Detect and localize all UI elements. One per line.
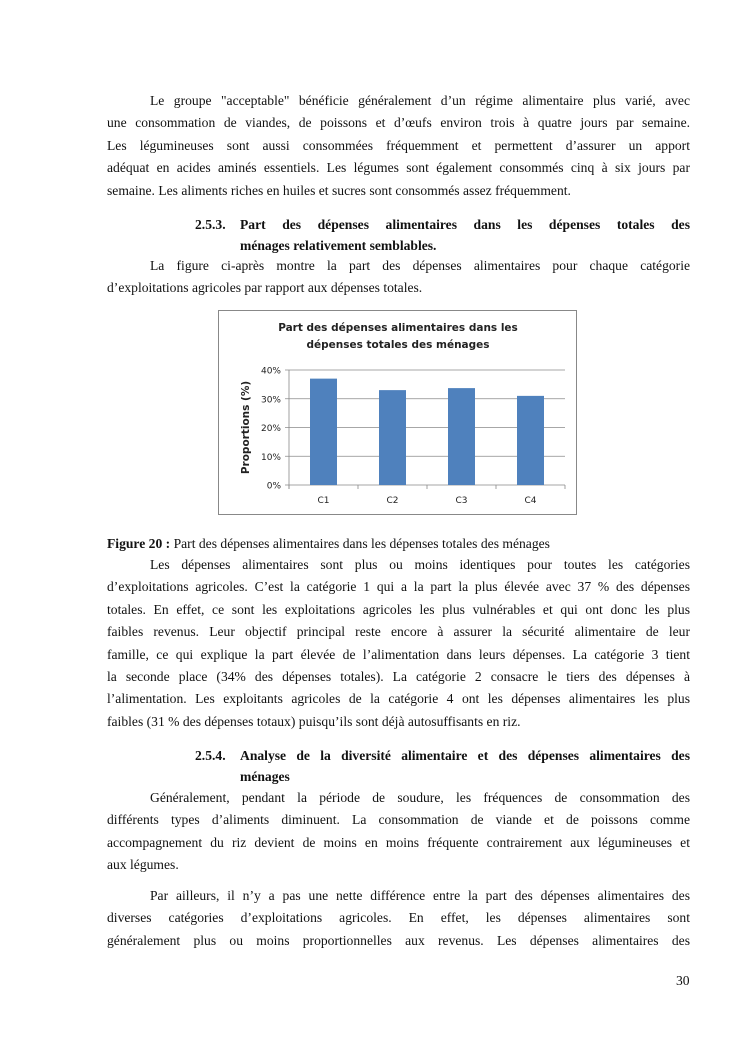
text-line: faibles revenus. Leur objectif principal reste encore à assurer la sécurité alimentaire de leur <box>107 624 690 640</box>
text-line: Par ailleurs, il n’y a pas une nette différence entre la part des dépenses alimentaires des <box>150 888 690 903</box>
text-line: l’alimentation. Les exploitants agricoles de la catégorie 4 ont les dépenses alimentaires les plus <box>107 691 690 707</box>
figure-label: Figure 20 : <box>107 536 171 551</box>
paragraph-2 <box>107 255 690 300</box>
text-line: totales. En effet, ce sont les exploitations agricoles les plus vulnérables et qui ont donc les plus <box>107 601 690 617</box>
y-tick-label: 20% <box>260 424 281 434</box>
figure-caption <box>107 534 550 554</box>
bar-c1 <box>310 379 337 485</box>
text-line: une consommation de viandes, de poissons et d’œufs environ trois à quatre jours par semaine. <box>107 115 690 131</box>
section-number: 2.5.3. <box>195 217 226 232</box>
text-line: ménages relativement semblables. <box>240 238 437 253</box>
chart-svg <box>219 311 578 516</box>
bar-c2 <box>379 390 406 485</box>
text-line: Les dépenses alimentaires sont plus ou moins identiques pour toutes les catégories <box>150 557 690 572</box>
text-line: faibles (31 % des dépenses totaux) puisqu’ils sont déjà autosuffisants en riz. <box>107 713 521 729</box>
section-number: 2.5.4. <box>195 748 226 763</box>
text-line: Le groupe "acceptable" bénéficie généralement d’un régime alimentaire plus varié, avec <box>150 93 690 108</box>
text-line: d’exploitations agricoles par rapport aux dépenses totales. <box>107 280 423 296</box>
x-tick-label: C1 <box>317 496 330 506</box>
text-line: généralement plus ou moins proportionnelles aux revenus. Les dépenses alimentaires des <box>107 932 690 948</box>
chart-title: Part des dépenses alimentaires dans les <box>278 322 518 334</box>
text-line: ménages <box>240 769 290 784</box>
x-tick-label: C3 <box>455 496 468 506</box>
text-line: adéquat en acides aminés essentiels. Les légumes sont également consommés cinq à six jours par <box>107 160 690 176</box>
text-line: accompagnement du riz devient de moins en moins fréquente contrairement aux légumineuses et <box>107 834 690 850</box>
y-tick-label: 40% <box>260 366 281 377</box>
bar-c3 <box>448 388 475 485</box>
paragraph-3 <box>107 554 690 733</box>
text-line: la seconde place (34% des dépenses totales). La catégorie 2 consacre le tiers des dépenses à <box>107 668 690 684</box>
text-line: d’exploitations agricoles. C’est la catégorie 1 qui a la part la plus élevée avec 37 % des dépenses <box>107 579 690 595</box>
y-tick-label: 10% <box>260 452 281 463</box>
x-tick-label: C2 <box>386 496 399 506</box>
text-line: Généralement, pendant la période de soudure, les fréquences de consommation des <box>150 790 690 805</box>
y-tick-label: 30% <box>260 395 281 406</box>
text-line: Analyse de la diversité alimentaire et des dépenses alimentaires des <box>240 748 690 763</box>
bar-c4 <box>517 396 544 485</box>
y-tick-label: 0% <box>266 481 281 492</box>
text-line: diverses catégories d’exploitations agricoles. En effet, les dépenses alimentaires sont <box>107 910 690 926</box>
y-axis-label: Proportions (%) <box>240 380 252 475</box>
text-line: semaine. Les aliments riches en huiles et sucres sont consommés assez fréquemment. <box>107 182 571 198</box>
paragraph-5 <box>107 885 690 952</box>
figure-caption-text: Part des dépenses alimentaires dans les dépenses totales des ménages <box>170 536 550 551</box>
chart-title: dépenses totales des ménages <box>306 339 490 351</box>
bar-chart <box>218 310 577 515</box>
x-tick-label: C4 <box>524 496 537 506</box>
text-line: Les légumineuses sont aussi consommées fréquemment et permettent d’assurer un apport <box>107 137 690 153</box>
paragraph-4 <box>107 787 690 877</box>
text-line: Part des dépenses alimentaires dans les dépenses totales des <box>240 217 690 232</box>
page-number: 30 <box>676 973 690 988</box>
text-line: La figure ci-après montre la part des dépenses alimentaires pour chaque catégorie <box>150 258 690 273</box>
text-line: famille, ce qui explique la part élevée de l’alimentation dans leurs dépenses. La catégorie 3 tient <box>107 646 690 662</box>
text-line: aux légumes. <box>107 857 179 873</box>
paragraph-1 <box>107 90 690 202</box>
text-line: différents types d’aliments diminuent. La consommation de viande et de poissons comme <box>107 812 690 828</box>
